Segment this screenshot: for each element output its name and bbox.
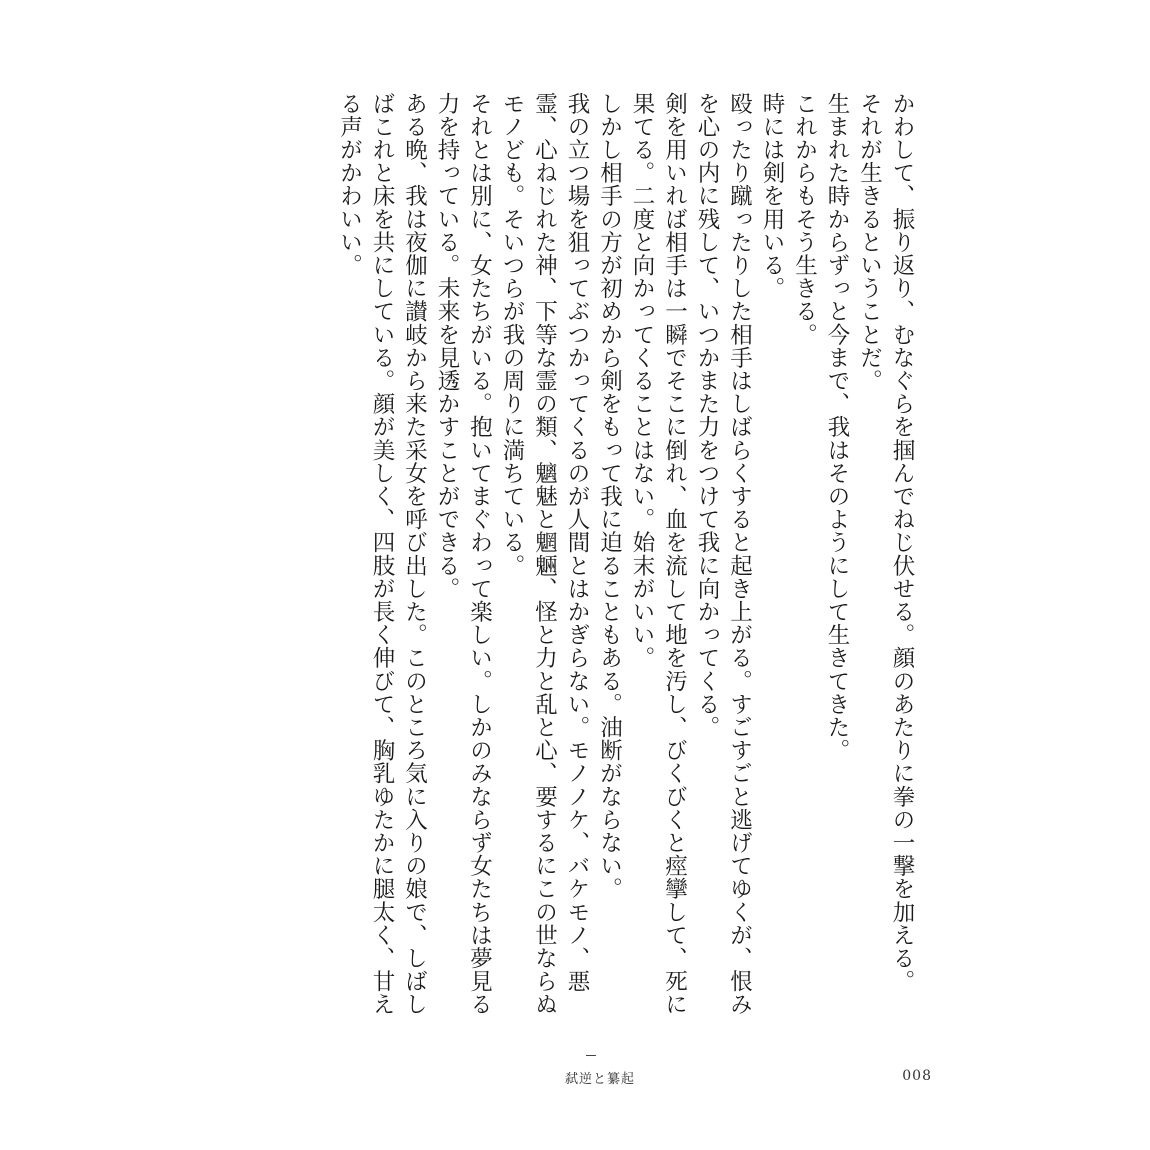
- paragraph: ある晩、我は夜伽に讃岐から来た采女を呼び出した。このところ気に入りの娘で、しばしばこれと床を共にしている。顔が美しく、四肢が長く伸びて、胸乳ゆたかに腿太く、甘える声がかわいい。: [336, 92, 428, 1016]
- page-number: 008: [902, 1068, 932, 1084]
- footer-rule: [586, 1055, 596, 1056]
- paragraph: 殴ったり蹴ったりした相手はしばらくすると起き上がる。すごすごと逃げてゆくが、恨みを心の内に残して、いつかまた力をつけて我に向かってくる。: [694, 92, 753, 1016]
- paragraph: これからもそう生きる。: [791, 92, 818, 347]
- running-title: 弑逆と纂起: [564, 1072, 635, 1087]
- paragraph: かわして、振り返り、むなぐらを掴んでねじ伏せる。顔のあたりに拳の一撃を加える。: [889, 92, 915, 993]
- paragraph: 剣を用いれば相手は一瞬でそこに倒れ、血を流して地を汚し、びくびくと痙攣して、死に果てる。二度と向かってくることはない。始末がいい。: [629, 92, 688, 1016]
- paragraph: 生まれた時からずっと今まで、我はそのようにして生きてきた。: [824, 92, 850, 762]
- paragraph: 我の立つ場を狙ってぶつかってくるのが人間とはかぎらない。モノノケ、バケモノ、悪霊、心ねじれた神、下等な霊の類、魑魅と魍魎、怪と力と乱と心、要するにこの世ならぬモノども。そいつらが我の周りに満ちている。: [499, 92, 590, 1016]
- paragraph: しかし相手の方が初めから剣をもって我に迫ることもある。油断がならない。: [596, 92, 623, 901]
- body-text: [218, 92, 918, 1022]
- paragraph: それとは別に、女たちがいる。抱いてまぐわって楽しい。しかのみならず女たちは夢見る力を持っている。未来を見透かすことができる。: [434, 92, 493, 1016]
- paragraph: それが生きるということだ。: [856, 92, 883, 393]
- paragraph: 時には剣を用いる。: [759, 92, 785, 300]
